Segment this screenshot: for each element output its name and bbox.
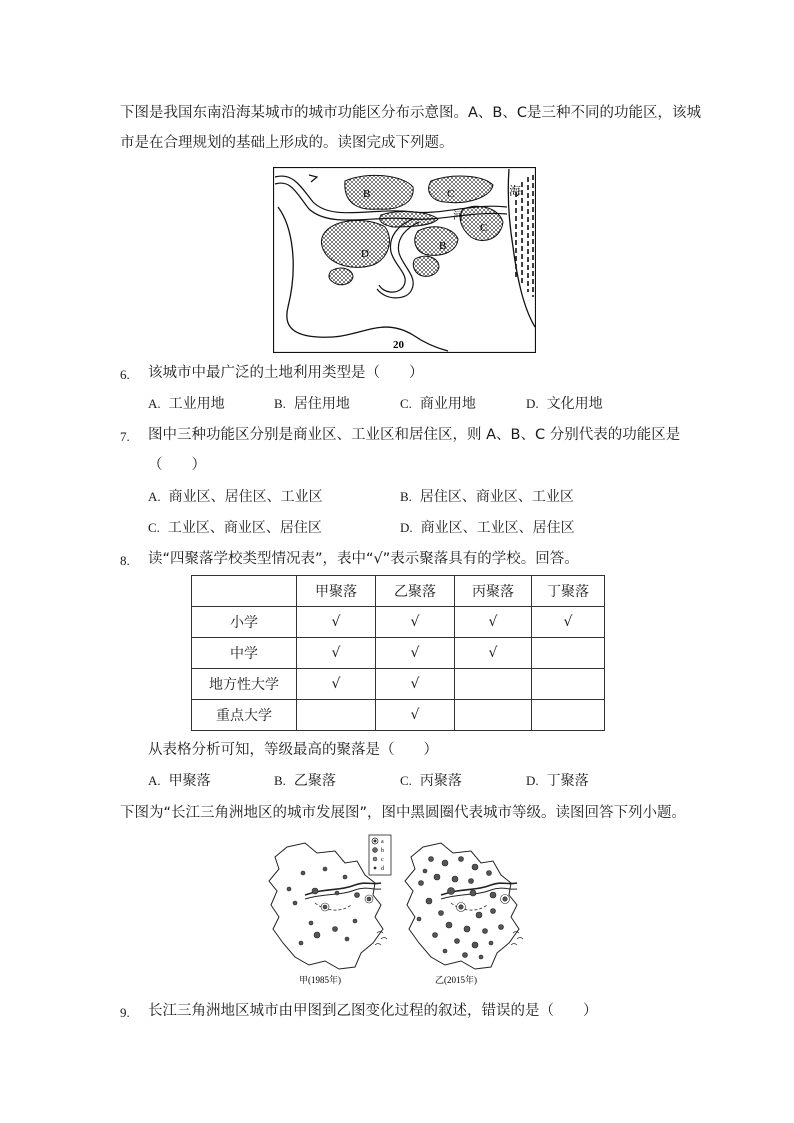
- table-cell: √: [297, 638, 376, 669]
- option-text: 乙聚落: [293, 773, 336, 789]
- zone-label-b1: B: [363, 188, 371, 200]
- option-key: D.: [400, 520, 413, 535]
- contour-label: 20: [393, 339, 404, 351]
- sea-label: 海: [509, 184, 522, 198]
- q8-option-b: [274, 771, 336, 791]
- q6-option-a: [148, 394, 225, 414]
- table-cell: [455, 669, 532, 700]
- table-cell: √: [376, 700, 455, 731]
- option-text: 工业用地: [168, 396, 225, 412]
- option-text: 商业区、居住区、工业区: [168, 489, 323, 505]
- table-row: [192, 607, 605, 638]
- table-cell: 地方性大学: [192, 669, 297, 700]
- school-type-table: [191, 575, 605, 731]
- q8-option-d: [526, 771, 589, 791]
- intro-paragraph-line-2: 市是在合理规划的基础上形成的。读图完成下列题。: [120, 135, 454, 151]
- q7-option-a: [148, 487, 323, 507]
- option-text: 商业用地: [419, 396, 476, 412]
- table-cell: 中学: [192, 638, 297, 669]
- table-cell: 重点大学: [192, 700, 297, 731]
- table-row: [192, 700, 605, 731]
- q8-option-a: [148, 771, 211, 791]
- option-text: 商业区、工业区、居住区: [420, 520, 575, 536]
- question-7-number: 7.: [120, 429, 130, 444]
- legend-label-c: c: [381, 857, 384, 863]
- q8-option-c: [400, 771, 462, 791]
- table-cell: √: [297, 607, 376, 638]
- table-row: [192, 669, 605, 700]
- question-6-number: 6.: [120, 367, 130, 382]
- table-cell: √: [297, 669, 376, 700]
- option-key: B.: [400, 489, 412, 504]
- question-8-followup: 从表格分析可知，等级最高的聚落是（ ）: [148, 742, 438, 758]
- q7-option-c: [148, 518, 322, 538]
- table-cell: [455, 700, 532, 731]
- table-cell: √: [455, 607, 532, 638]
- zone-label-c2: C: [480, 222, 488, 234]
- table-cell: √: [376, 669, 455, 700]
- option-text: 甲聚落: [168, 773, 211, 789]
- option-key: A.: [148, 773, 161, 788]
- table-cell: [532, 669, 605, 700]
- option-text: 丁聚落: [546, 773, 589, 789]
- option-key: C.: [400, 773, 412, 788]
- table-header-cell: [192, 576, 297, 607]
- q6-option-d: [526, 394, 603, 414]
- table-cell: 小学: [192, 607, 297, 638]
- option-text: 居住用地: [293, 396, 350, 412]
- question-8-text: 读“四聚落学校类型情况表”，表中“√”表示聚落具有的学校。回答。: [148, 551, 579, 567]
- option-key: C.: [148, 520, 160, 535]
- map-caption-2015: 乙(2015年): [435, 975, 477, 985]
- intro-paragraph-2: 下图为“长江三角洲地区的城市发展图”，图中黑圆圈代表城市等级。读图回答下列小题。: [120, 805, 687, 821]
- legend-label-b: b: [381, 848, 384, 854]
- river-label: 河: [453, 211, 463, 222]
- legend-label-d: d: [381, 866, 384, 872]
- zone-label-d: D: [361, 248, 369, 260]
- table-header-cell: 丙聚落: [455, 576, 532, 607]
- question-6-text: 该城市中最广泛的土地利用类型是（ ）: [148, 365, 424, 381]
- table-header-cell: 乙聚落: [376, 576, 455, 607]
- zone-label-c1: C: [447, 188, 455, 200]
- option-text: 丙聚落: [419, 773, 462, 789]
- option-key: A.: [148, 489, 161, 504]
- option-key: D.: [526, 396, 539, 411]
- map-caption-1985: 甲(1985年): [299, 975, 341, 985]
- table-cell: √: [532, 607, 605, 638]
- zone-label-b2: B: [439, 240, 447, 252]
- option-key: C.: [400, 396, 412, 411]
- table-cell: [532, 700, 605, 731]
- q7-option-b: [400, 487, 574, 507]
- legend-label-a: a: [381, 839, 384, 845]
- option-key: B.: [274, 396, 286, 411]
- intro-paragraph-line-1: 下图是我国东南沿海某城市的城市功能区分布示意图。A、B、C是三种不同的功能区，该城: [120, 105, 701, 121]
- yangtze-delta-city-map: [265, 833, 527, 988]
- option-text: 文化用地: [546, 396, 603, 412]
- question-9-number: 9.: [120, 1005, 130, 1020]
- table-cell: √: [376, 638, 455, 669]
- table-cell: [297, 700, 376, 731]
- table-cell: √: [455, 638, 532, 669]
- question-7-text: 图中三种功能区分别是商业区、工业区和居住区，则 A、B、C 分别代表的功能区是: [148, 427, 681, 443]
- option-key: D.: [526, 773, 539, 788]
- question-9-text: 长江三角洲地区城市由甲图到乙图变化过程的叙述，错误的是（ ）: [148, 1003, 598, 1019]
- option-text: 居住区、商业区、工业区: [419, 489, 574, 505]
- question-8-number: 8.: [120, 553, 130, 568]
- option-key: B.: [274, 773, 286, 788]
- q6-option-b: [274, 394, 350, 414]
- q6-option-c: [400, 394, 476, 414]
- table-header-cell: 甲聚落: [297, 576, 376, 607]
- option-text: 工业区、商业区、居住区: [167, 520, 322, 536]
- option-key: A.: [148, 396, 161, 411]
- table-row: [192, 638, 605, 669]
- table-cell: [532, 638, 605, 669]
- table-header-row: [192, 576, 605, 607]
- table-header-cell: 丁聚落: [532, 576, 605, 607]
- table-cell: √: [376, 607, 455, 638]
- city-function-zone-map: [273, 167, 536, 353]
- question-7-blank: （ ）: [148, 457, 206, 473]
- q7-option-d: [400, 518, 575, 538]
